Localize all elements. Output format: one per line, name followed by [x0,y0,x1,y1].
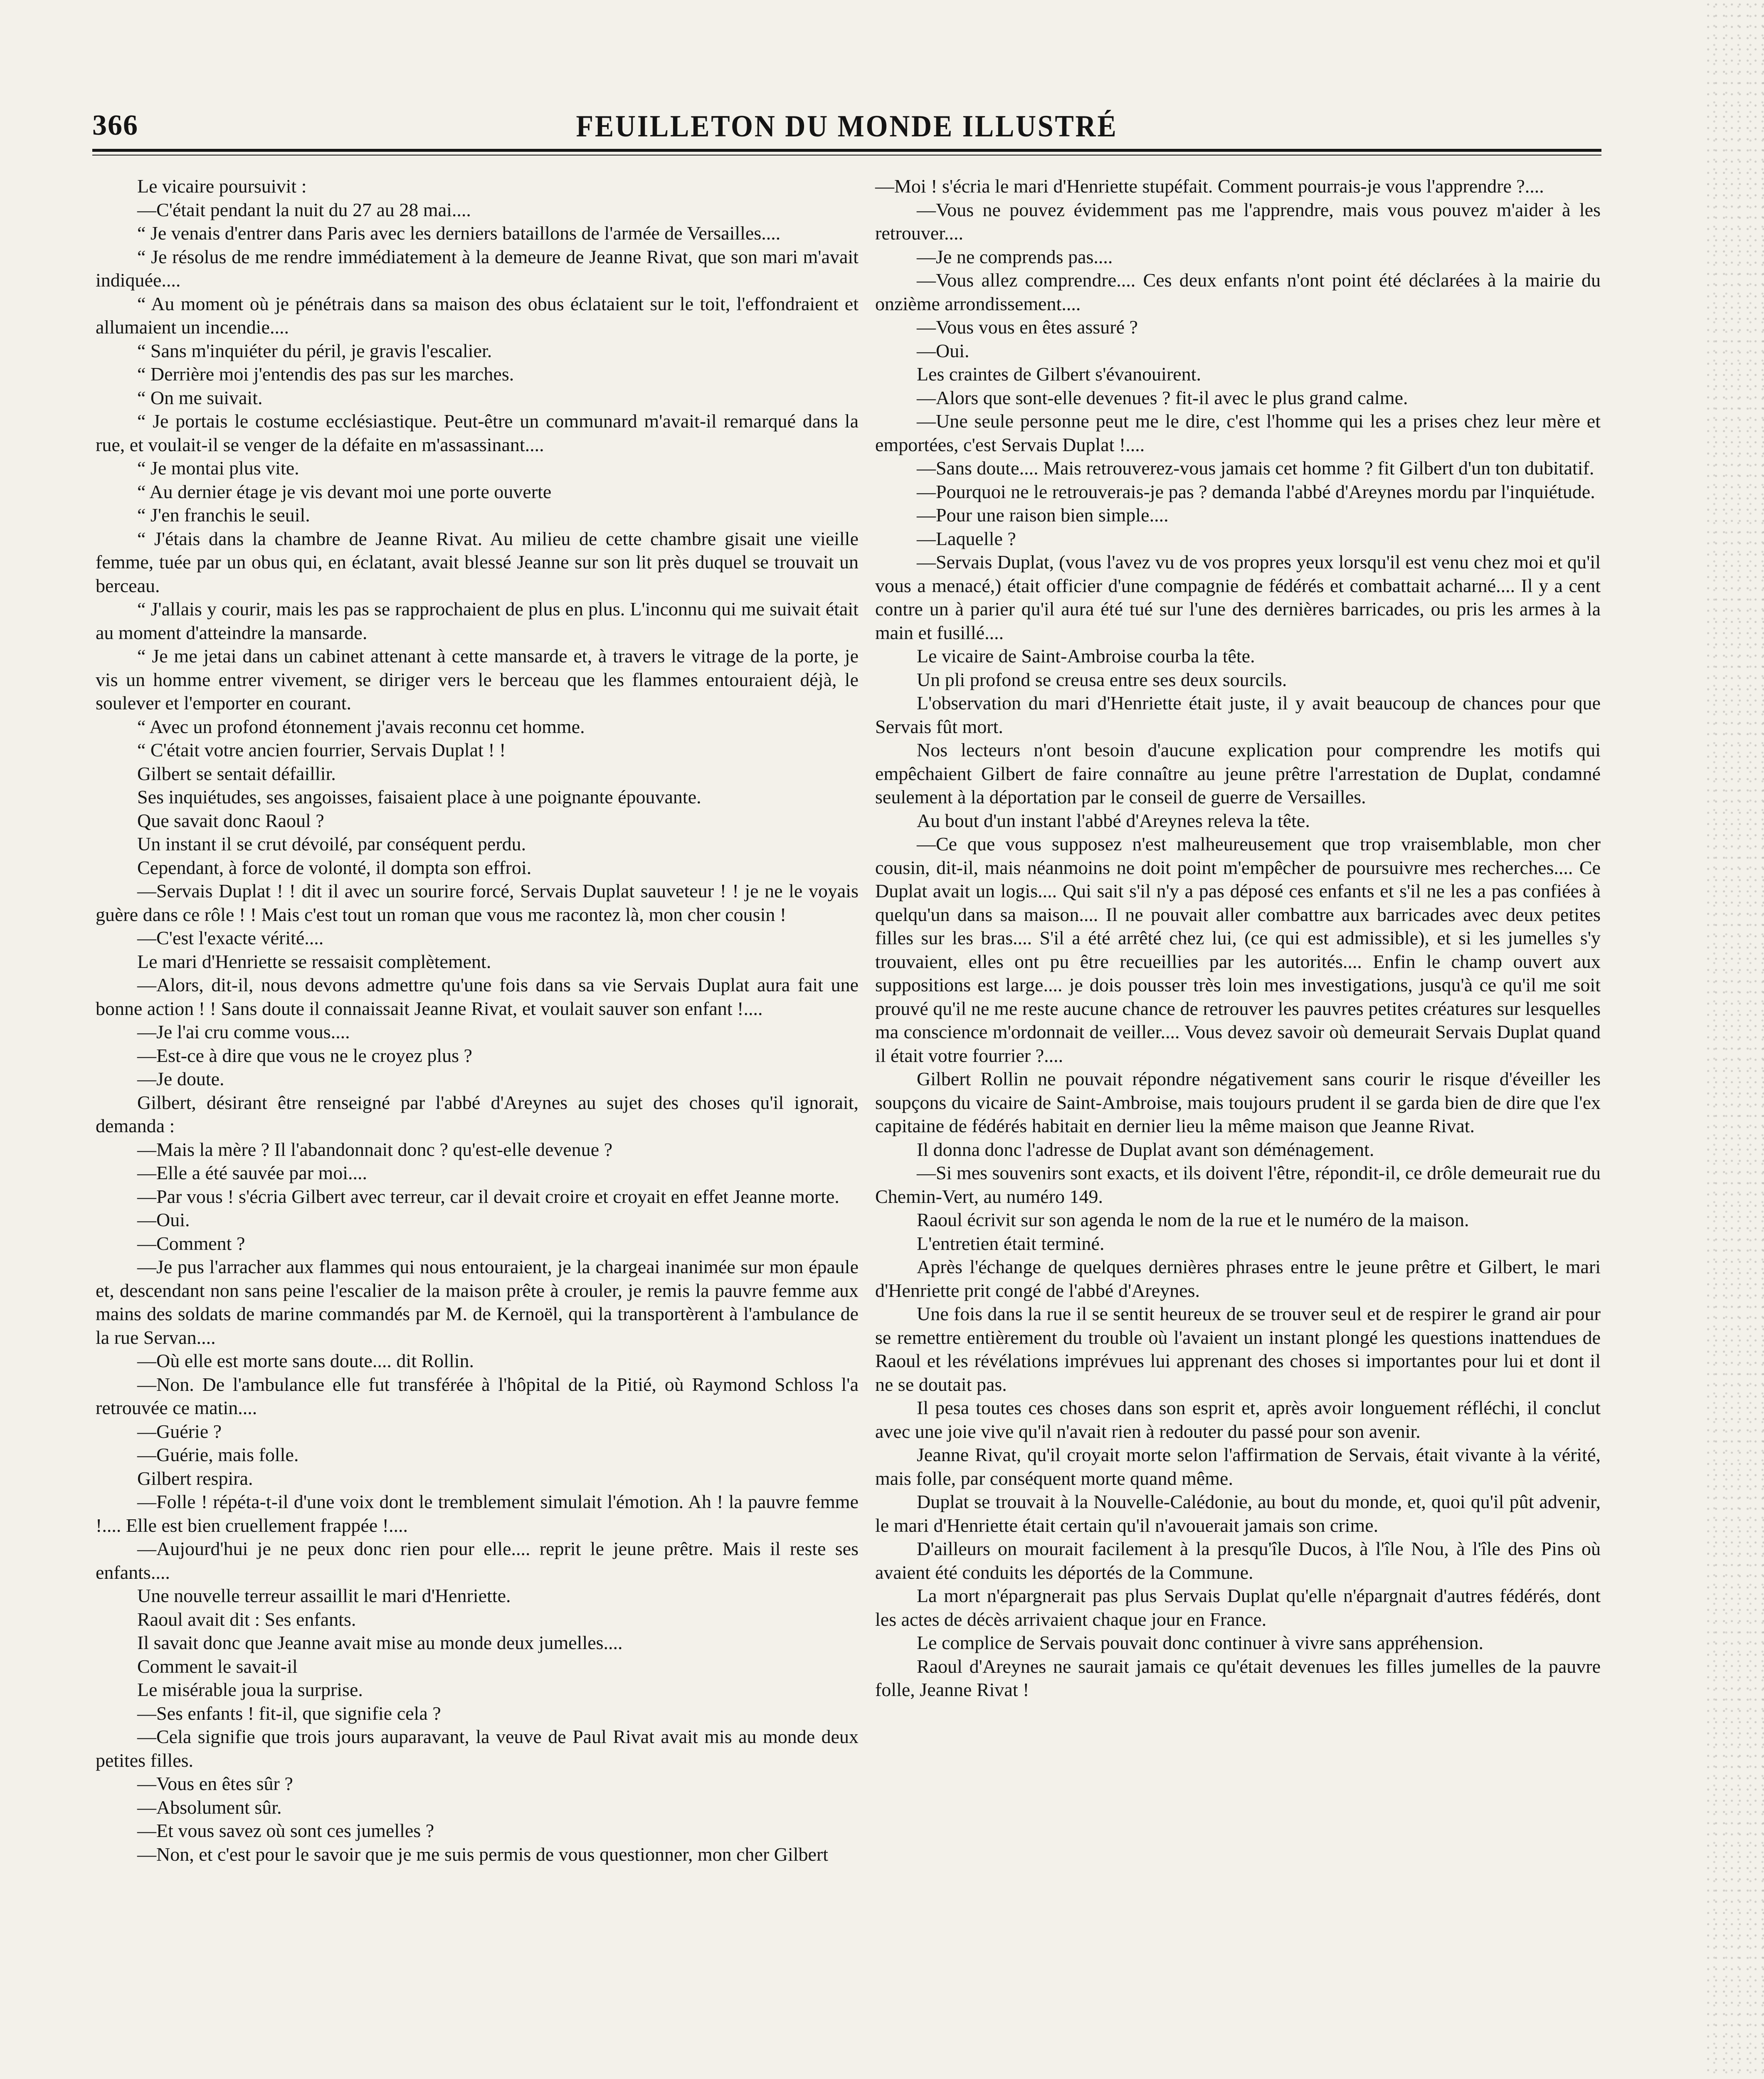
header-rule [92,149,1601,152]
paragraph: “ Je portais le costume ecclésiastique. Peut-être un communard m'avait-il remarqué dans la rue, et voulait-il se venger de la défaite en m'assassinant.... [96,410,859,455]
paragraph: —Absolument sûr. [137,1796,282,1818]
paragraph: —Oui. [917,340,970,361]
running-title: FEUILLETON DU MONDE ILLUSTRÉ [576,109,1118,143]
paragraph: —Une seule personne peut me le dire, c'est l'homme qui les a prises chez leur mère et emportées, c'est Servais Duplat !.... [875,410,1601,455]
paragraph: —Servais Duplat ! ! dit il avec un sourire forcé, Servais Duplat sauveteur ! ! je ne le voyais guère dans ce rôle ! ! Mais c'est tout un roman que vous me racontez là, mon cher cousin ! [96,880,859,925]
paragraph: “ Avec un profond étonnement j'avais reconnu cet homme. [137,716,585,737]
paragraph: —Vous en êtes sûr ? [137,1773,293,1794]
left-text-column [96,175,859,1866]
paper-edge-texture-right [1706,0,1764,2079]
paragraph: Gilbert Rollin ne pouvait répondre négativement sans courir le risque d'éveiller les soupçons du vicaire de Saint-Ambroise, mais toujours prudent il se garda bien de dire que l'ex capitaine de fédérés habitait en dernier lieu la même maison que Jeanne Rivat. [875,1068,1601,1136]
paragraph: Le misérable joua la surprise. [137,1679,363,1700]
paragraph: L'observation du mari d'Henriette était juste, il y avait beaucoup de chances pour que Servais fût mort. [875,692,1601,737]
paragraph: —Pourquoi ne le retrouverais-je pas ? demanda l'abbé d'Areynes mordu par l'inquiétude. [917,481,1595,502]
paragraph: —Je doute. [137,1068,225,1089]
paragraph: D'ailleurs on mourait facilement à la presqu'île Ducos, à l'île Nou, à l'île des Pins où avaient été conduits les déportés de la Commune. [875,1538,1601,1583]
paragraph: “ Au moment où je pénétrais dans sa maison des obus éclataient sur le toit, l'effondraient et allumaient un incendie.... [96,293,859,338]
paragraph: —Cela signifie que trois jours auparavant, la veuve de Paul Rivat avait mis au monde deux petites filles. [96,1726,859,1771]
paragraph: Que savait donc Raoul ? [137,810,324,831]
paragraph: —Pour une raison bien simple.... [917,504,1169,526]
paragraph: “ J'allais y courir, mais les pas se rapprochaient de plus en plus. L'inconnu qui me suivait était au moment d'atteindre la mansarde. [96,598,859,643]
paragraph: Gilbert respira. [137,1467,253,1489]
paragraph: Raoul écrivit sur son agenda le nom de la rue et le numéro de la maison. [917,1209,1469,1230]
paragraph: —Je l'ai cru comme vous.... [137,1021,350,1042]
paragraph: —Non, et c'est pour le savoir que je me suis permis de vous questionner, mon cher Gilbert [137,1843,829,1865]
paragraph: —Et vous savez où sont ces jumelles ? [137,1820,434,1841]
paragraph: “ Au dernier étage je vis devant moi une porte ouverte [137,481,552,502]
paragraph: Un instant il se crut dévoilé, par conséquent perdu. [137,833,526,854]
paragraph: Le vicaire de Saint-Ambroise courba la tête. [917,645,1255,667]
paragraph: “ On me suivait. [137,387,263,408]
right-text-column [875,175,1601,1702]
paragraph: —Servais Duplat, (vous l'avez vu de vos propres yeux lorsqu'il est venu chez moi et qu'il vous a menacé,) était officier d'une compagnie de fédérés et combattait acharné.... Il y a cent contre un à parier qu'il aura été tué sur l'une des dernières barricades, ou pris les armes à la main et fusillé.... [875,551,1601,643]
paragraph: La mort n'épargnerait pas plus Servais Duplat qu'elle n'épargnait d'autres fédérés, dont les actes de décès arrivaient chaque jour en France. [875,1585,1601,1630]
paragraph: L'entretien était terminé. [917,1232,1105,1254]
paragraph: “ Je venais d'entrer dans Paris avec les derniers bataillons de l'armée de Versailles.... [137,222,781,244]
paragraph: “ Derrière moi j'entendis des pas sur les marches. [137,363,514,385]
paragraph: Au bout d'un instant l'abbé d'Areynes releva la tête. [917,810,1310,831]
paragraph: —Laquelle ? [917,528,1016,549]
paragraph: —Folle ! répéta-t-il d'une voix dont le tremblement simulait l'émotion. Ah ! la pauvre femme !.... Elle est bien cruellement frappée !.... [96,1491,859,1536]
paragraph: —Ce que vous supposez n'est malheureusement que trop vraisemblable, mon cher cousin, dit-il, mais néanmoins ne doit point m'empêcher de poursuivre mes recherches.... Ce Duplat avait un logis.... Qui sait s'il n'y a pas déposé ces enfants et s'il ne les a pas confiées à quelqu'un dans sa maison.... Il ne pouvait aller combattre aux barricades avec deux petites filles sur les bras.... S'il a été arrêté chez lui, (ce qui est admissible), et si les jumelles s'y trouvaient, elles ont pu être recueillies par les autorités.... Enfin le champ ouvert aux suppositions est large.... je dois pousser très loin mes investigations, jusqu'à ce qu'il me soit prouvé qu'il ne me reste aucune chance de retrouver les pauvres petites créatures sur lesquelles ma conscience m'ordonnait de veiller.... Vous devez savoir où demeurait Servais Duplat quand il était votre fourrier ?.... [875,833,1601,1066]
paragraph: —Non. De l'ambulance elle fut transférée à l'hôpital de la Pitié, où Raymond Schloss l'a retrouvée ce matin.... [96,1373,859,1418]
paragraph: Raoul avait dit : Ses enfants. [137,1608,356,1630]
paragraph: —Vous ne pouvez évidemment pas me l'apprendre, mais vous pouvez m'aider à les retrouver.... [875,199,1601,244]
paragraph: “ C'était votre ancien fourrier, Servais Duplat ! ! [137,739,506,760]
header-rule-thin [92,155,1601,156]
paragraph: —Comment ? [137,1232,245,1254]
paragraph: —Vous vous en êtes assuré ? [917,316,1138,338]
paragraph: Gilbert, désirant être renseigné par l'abbé d'Areynes au sujet des choses qu'il ignorait, demanda : [96,1091,859,1136]
paragraph: “ Sans m'inquiéter du péril, je gravis l'escalier. [137,340,492,361]
paragraph: —Est-ce à dire que vous ne le croyez plus ? [137,1044,472,1066]
paragraph: Une fois dans la rue il se sentit heureux de se trouver seul et de respirer le grand air pour se remettre entièrement du trouble où l'avaient un instant plongé les questions inattendues de Raoul et les révélations imprévues lui apprenant des choses si importantes pour lui et dont il ne se doutait pas. [875,1303,1601,1395]
paragraph: —Sans doute.... Mais retrouverez-vous jamais cet homme ? fit Gilbert d'un ton dubitatif. [917,457,1594,479]
paragraph: Les craintes de Gilbert s'évanouirent. [917,363,1201,385]
paragraph: Après l'échange de quelques dernières phrases entre le jeune prêtre et Gilbert, le mari d'Henriette prit congé de l'abbé d'Areynes. [875,1256,1601,1301]
paragraph: “ Je montai plus vite. [137,457,299,479]
paragraph: —Je pus l'arracher aux flammes qui nous entouraient, je la chargeai inanimée sur mon épaule et, descendant non sans peine l'escalier de la maison prête à crouler, je remis la pauvre femme aux mains des soldats de marine commandés par M. de Kernoël, qui la transportèrent à l'ambulance de la rue Servan.... [96,1256,859,1348]
paragraph: Duplat se trouvait à la Nouvelle-Calédonie, au bout du monde, et, quoi qu'il pût advenir, le mari d'Henriette était certain qu'il n'avouerait jamais son crime. [875,1491,1601,1536]
paragraph: “ Je résolus de me rendre immédiatement à la demeure de Jeanne Rivat, que son mari m'avait indiquée.... [96,246,859,291]
paragraph: —C'était pendant la nuit du 27 au 28 mai.... [137,199,471,220]
paragraph: “ J'étais dans la chambre de Jeanne Rivat. Au milieu de cette chambre gisait une vieille femme, tuée par un obus qui, en éclatant, avait blessé Jeanne sur son lit près duquel se trouvait un berceau. [96,528,859,596]
paragraph: Raoul d'Areynes ne saurait jamais ce qu'était devenues les filles jumelles de la pauvre folle, Jeanne Rivat ! [875,1655,1601,1700]
paragraph: Une nouvelle terreur assaillit le mari d'Henriette. [137,1585,511,1606]
paragraph: Cependant, à force de volonté, il dompta son effroi. [137,857,532,878]
paragraph: Gilbert se sentait défaillir. [137,763,336,784]
page-number: 366 [92,109,138,141]
paragraph: —Mais la mère ? Il l'abandonnait donc ? qu'est-elle devenue ? [137,1138,613,1160]
paragraph: Jeanne Rivat, qu'il croyait morte selon l'affirmation de Servais, était vivante à la vérité, mais folle, par conséquent morte quand même. [875,1444,1601,1489]
paragraph: —C'est l'exacte vérité.... [137,927,324,948]
paragraph: —Si mes souvenirs sont exacts, et ils doivent l'être, répondit-il, ce drôle demeurait rue du Chemin-Vert, au numéro 149. [875,1162,1601,1207]
paragraph: —Ses enfants ! fit-il, que signifie cela ? [137,1702,441,1724]
paragraph: Nos lecteurs n'ont besoin d'aucune explication pour comprendre les motifs qui empêchaient Gilbert de faire connaître au jeune prêtre l'arrestation de Duplat, condamné seulement à la déportation par le conseil de guerre de Versailles. [875,739,1601,807]
paragraph: —Aujourd'hui je ne peux donc rien pour elle.... reprit le jeune prêtre. Mais il reste ses enfants.... [96,1538,859,1583]
paragraph: Il donna donc l'adresse de Duplat avant son déménagement. [917,1138,1374,1160]
paragraph: Un pli profond se creusa entre ses deux sourcils. [917,669,1287,690]
paragraph: —Par vous ! s'écria Gilbert avec terreur, car il devait croire et croyait en effet Jeanne morte. [137,1185,839,1207]
paragraph: —Guérie, mais folle. [137,1444,299,1465]
paragraph: —Guérie ? [137,1420,222,1442]
paragraph: Ses inquiétudes, ses angoisses, faisaient place à une poignante épouvante. [137,786,701,807]
paragraph: “ Je me jetai dans un cabinet attenant à cette mansarde et, à travers le vitrage de la porte, je vis un homme entrer vivement, se diriger vers le berceau que les flammes entouraient déjà, le soulever et l'emporter en courant. [96,645,859,714]
paragraph: —Alors que sont-elle devenues ? fit-il avec le plus grand calme. [917,387,1408,408]
paragraph: —Moi ! s'écria le mari d'Henriette stupéfait. Comment pourrais-je vous l'apprendre ?.... [875,175,1544,197]
paragraph: Il pesa toutes ces choses dans son esprit et, après avoir longuement réfléchi, il conclut avec une joie vive qu'il n'avait rien à redouter du passé pour son avenir. [875,1397,1601,1442]
paragraph: —Vous allez comprendre.... Ces deux enfants n'ont point été déclarées à la mairie du onzième arrondissement.... [875,269,1601,314]
paragraph: Comment le savait-il [137,1655,298,1677]
paragraph: —Où elle est morte sans doute.... dit Rollin. [137,1350,474,1371]
paragraph: Le mari d'Henriette se ressaisit complètement. [137,951,491,972]
paragraph: “ J'en franchis le seuil. [137,504,310,526]
paragraph: —Alors, dit-il, nous devons admettre qu'une fois dans sa vie Servais Duplat aura fait une bonne action ! ! Sans doute il connaissait Jeanne Rivat, et voulait sauver son enfant !.... [96,974,859,1019]
paragraph: —Oui. [137,1209,190,1230]
paragraph: Le vicaire poursuivit : [137,175,307,197]
paragraph: —Elle a été sauvée par moi.... [137,1162,368,1183]
paragraph: —Je ne comprends pas.... [917,246,1113,267]
paragraph: Le complice de Servais pouvait donc continuer à vivre sans appréhension. [917,1632,1483,1653]
paragraph: Il savait donc que Jeanne avait mise au monde deux jumelles.... [137,1632,623,1653]
